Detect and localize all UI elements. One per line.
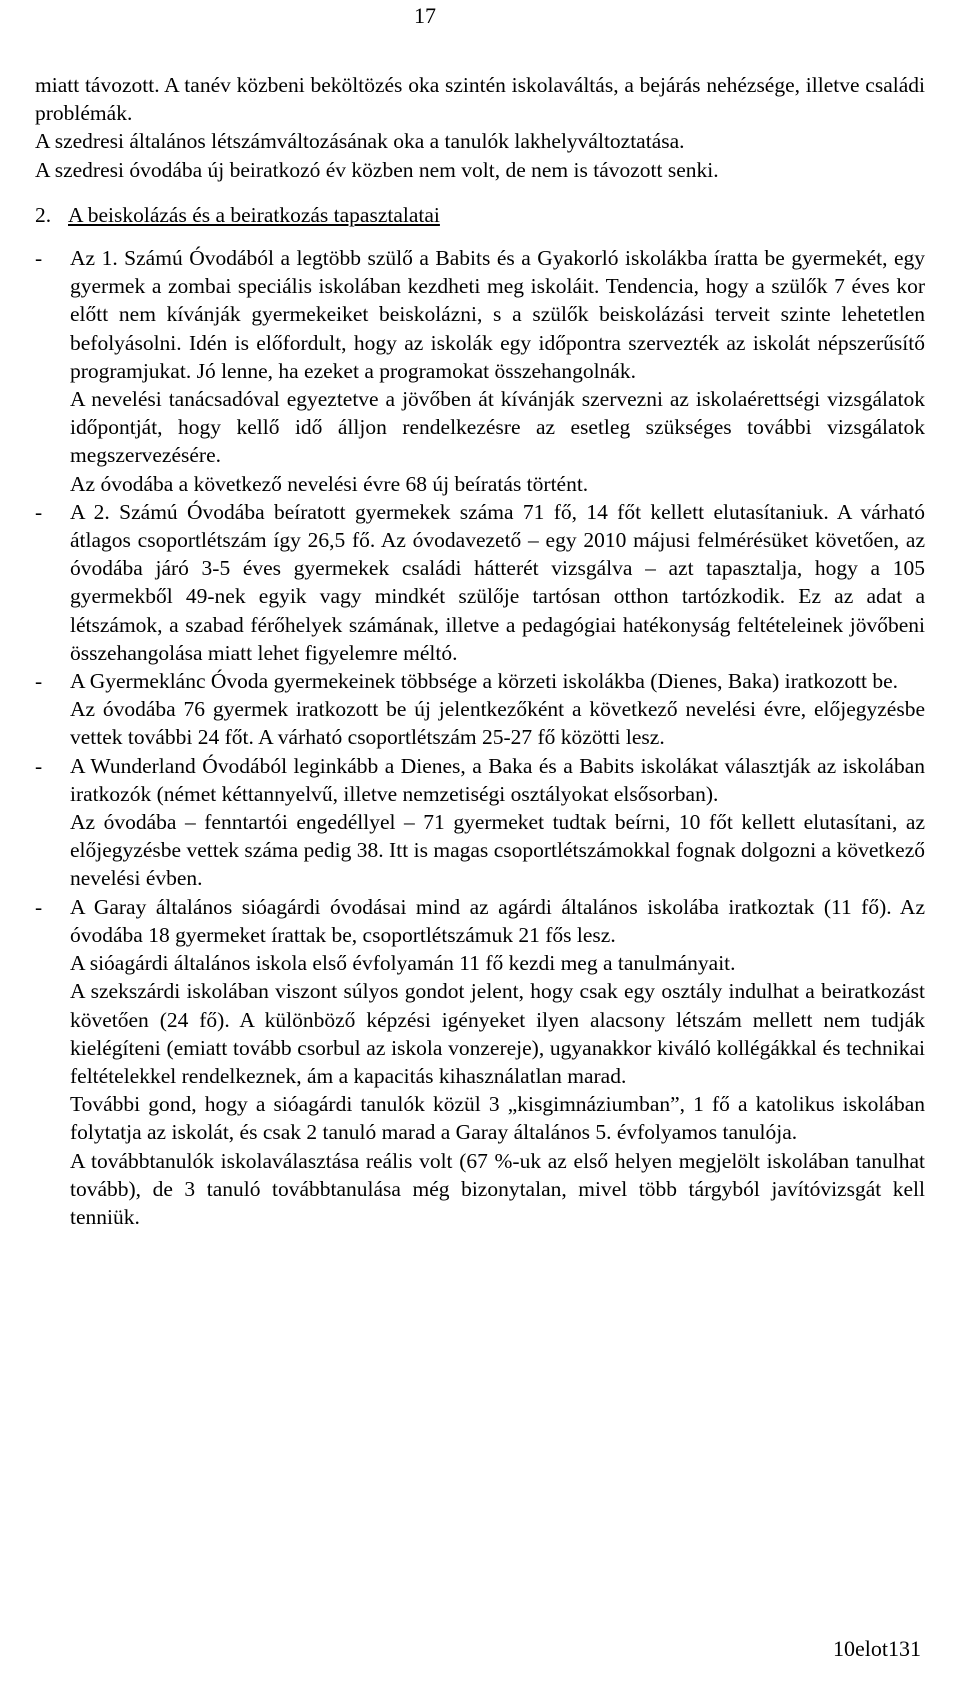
list-item-continuation: További gond, hogy a sióagárdi tanulók közül 3 „kisgimnáziumban”, 1 fő a katolikus iskolában folytatja az iskolát, és csak 2 tanuló marad a Garay általános 5. évfolyamos tanulója. [70,1092,925,1145]
intro-paragraph: A szedresi általános létszámváltozásának oka a tanulók lakhelyváltoztatása. [35,129,685,154]
list-item-text: Az 1. Számú Óvodából a legtöbb szülő a Babits és a Gyakorló iskolákba íratta be gyermekét, egy gyermek a zombai speciális iskolában kezdheti meg iskoláit. Tendencia, hogy a szülők 7 éves kor előtt nem kívánják gyermekeiket beiskolázni, s a szülők beiskolázási terveit szinte lehetetlen befolyásolni. Idén is előfordult, hogy az iskolák egy időpontra szervezték az iskolát népszerűsítő programjukat. Jó lenne, ha ezeket a programokat összehangolnák. [70,246,925,383]
list-item-continuation: Az óvodába a következő nevelési évre 68 új beíratás történt. [70,471,589,496]
intro-paragraph: miatt távozott. A tanév közbeni beköltözés oka szintén iskolaváltás, a bejárás nehézsége, illetve családi problémák. [35,73,925,126]
list-item-continuation: A továbbtanulók iskolaválasztása reális volt (67 %-uk az első helyen megjelölt iskolában tanulhat tovább), de 3 tanuló továbbtanulása még bizonytalan, mivel több tárgyból javítóvizsgát kell tenniük. [70,1148,925,1229]
list-item [35,244,925,385]
list-dash: - [35,669,43,694]
list-dash: - [35,753,43,778]
list-item-continuation: Az óvodába 76 gyermek iratkozott be új jelentkezőként a következő nevelési évre, előjegyzésbe vettek további 24 főt. A várható csoportlétszám 25-27 fő közötti lesz. [70,697,925,750]
list-item-text: A Garay általános sióagárdi óvodásai mind az agárdi általános iskolába iratkoztak (11 fő). Az óvodába 18 gyermeket írattak be, csoportlétszámuk 21 fős lesz. [70,894,925,947]
list-item-continuation: A szekszárdi iskolában viszont súlyos gondot jelent, hogy csak egy osztály indulhat a beiratkozást követően (24 fő). A különböző képzési igényeket ilyen alacsony létszám mellett nem tudják kielégíteni (emiatt tovább csorbul az iskola vonzereje), ugyanakkor kiváló kollégákkal és technikai feltételekkel rendelkeznek, ám a kapacitás kihasználatlan marad. [70,979,925,1088]
section-number: 2. [35,202,52,227]
list-item-text: A 2. Számú Óvodába beíratott gyermekek száma 71 fő, 14 főt kellett elutasítaniuk. A várható átlagos csoportlétszám így 26,5 fő. Az óvodavezető – egy 2010 májusi felmérésüket követően, az óvodába járó 3-5 éves gyermekek családi hátterét vizsgálva – azt tapasztalja, hogy a 105 gyermekből 49-nek egyik vagy mindkét szülője tartósan otthon tartózkodik. Ez az adat a létszámok, a szabad férőhelyek számának, illetve a pedagógiai hatékonyság feltételeinek jövőbeni összehangolása miatt lehet figyelemre méltó. [70,499,925,665]
list-item-continuation: A nevelési tanácsadóval egyeztetve a jövőben át kívánják szervezni az iskolaérettségi vizsgálatok időpontját, hogy kellő idő álljon rendelkezésre az esetleg szükséges további vizsgálatok megszervezésére. [70,387,925,468]
list-item [35,498,925,667]
list-item-text: A Wunderland Óvodából leginkább a Dienes, a Baka és a Babits iskolákat választják az iskolában iratkozók (német kéttannyelvű, illetve nemzetiségi osztályokat elsősorban). [70,753,925,806]
document-body [35,71,925,1231]
page-number: 17 [414,3,436,28]
list-item [35,893,925,949]
list-dash: - [35,894,43,919]
list-item-text: A Gyermeklánc Óvoda gyermekeinek többsége a körzeti iskolákba (Dienes, Baka) iratkozott be. [70,669,899,694]
list-item-continuation: Az óvodába – fenntartói engedéllyel – 71 gyermeket tudtak beírni, 10 főt kellett elutasítani, az előjegyzésbe vettek száma pedig 38. Itt is magas csoportlétszámokkal fognak dolgozni a következő nevelési évben. [70,810,925,891]
intro-paragraph: A szedresi óvodába új beiratkozó év közben nem volt, de nem is távozott senki. [35,157,719,182]
footer-code: 10elot131 [833,1636,921,1661]
list-item-continuation: A sióagárdi általános iskola első évfolyamán 11 fő kezdi meg a tanulmányait. [70,951,736,976]
list-dash: - [35,499,43,524]
list-item [35,752,925,808]
list-item [35,667,925,695]
list-dash: - [35,246,43,271]
section-title: A beiskolázás és a beiratkozás tapasztalatai [68,202,440,227]
section-heading [35,201,925,229]
